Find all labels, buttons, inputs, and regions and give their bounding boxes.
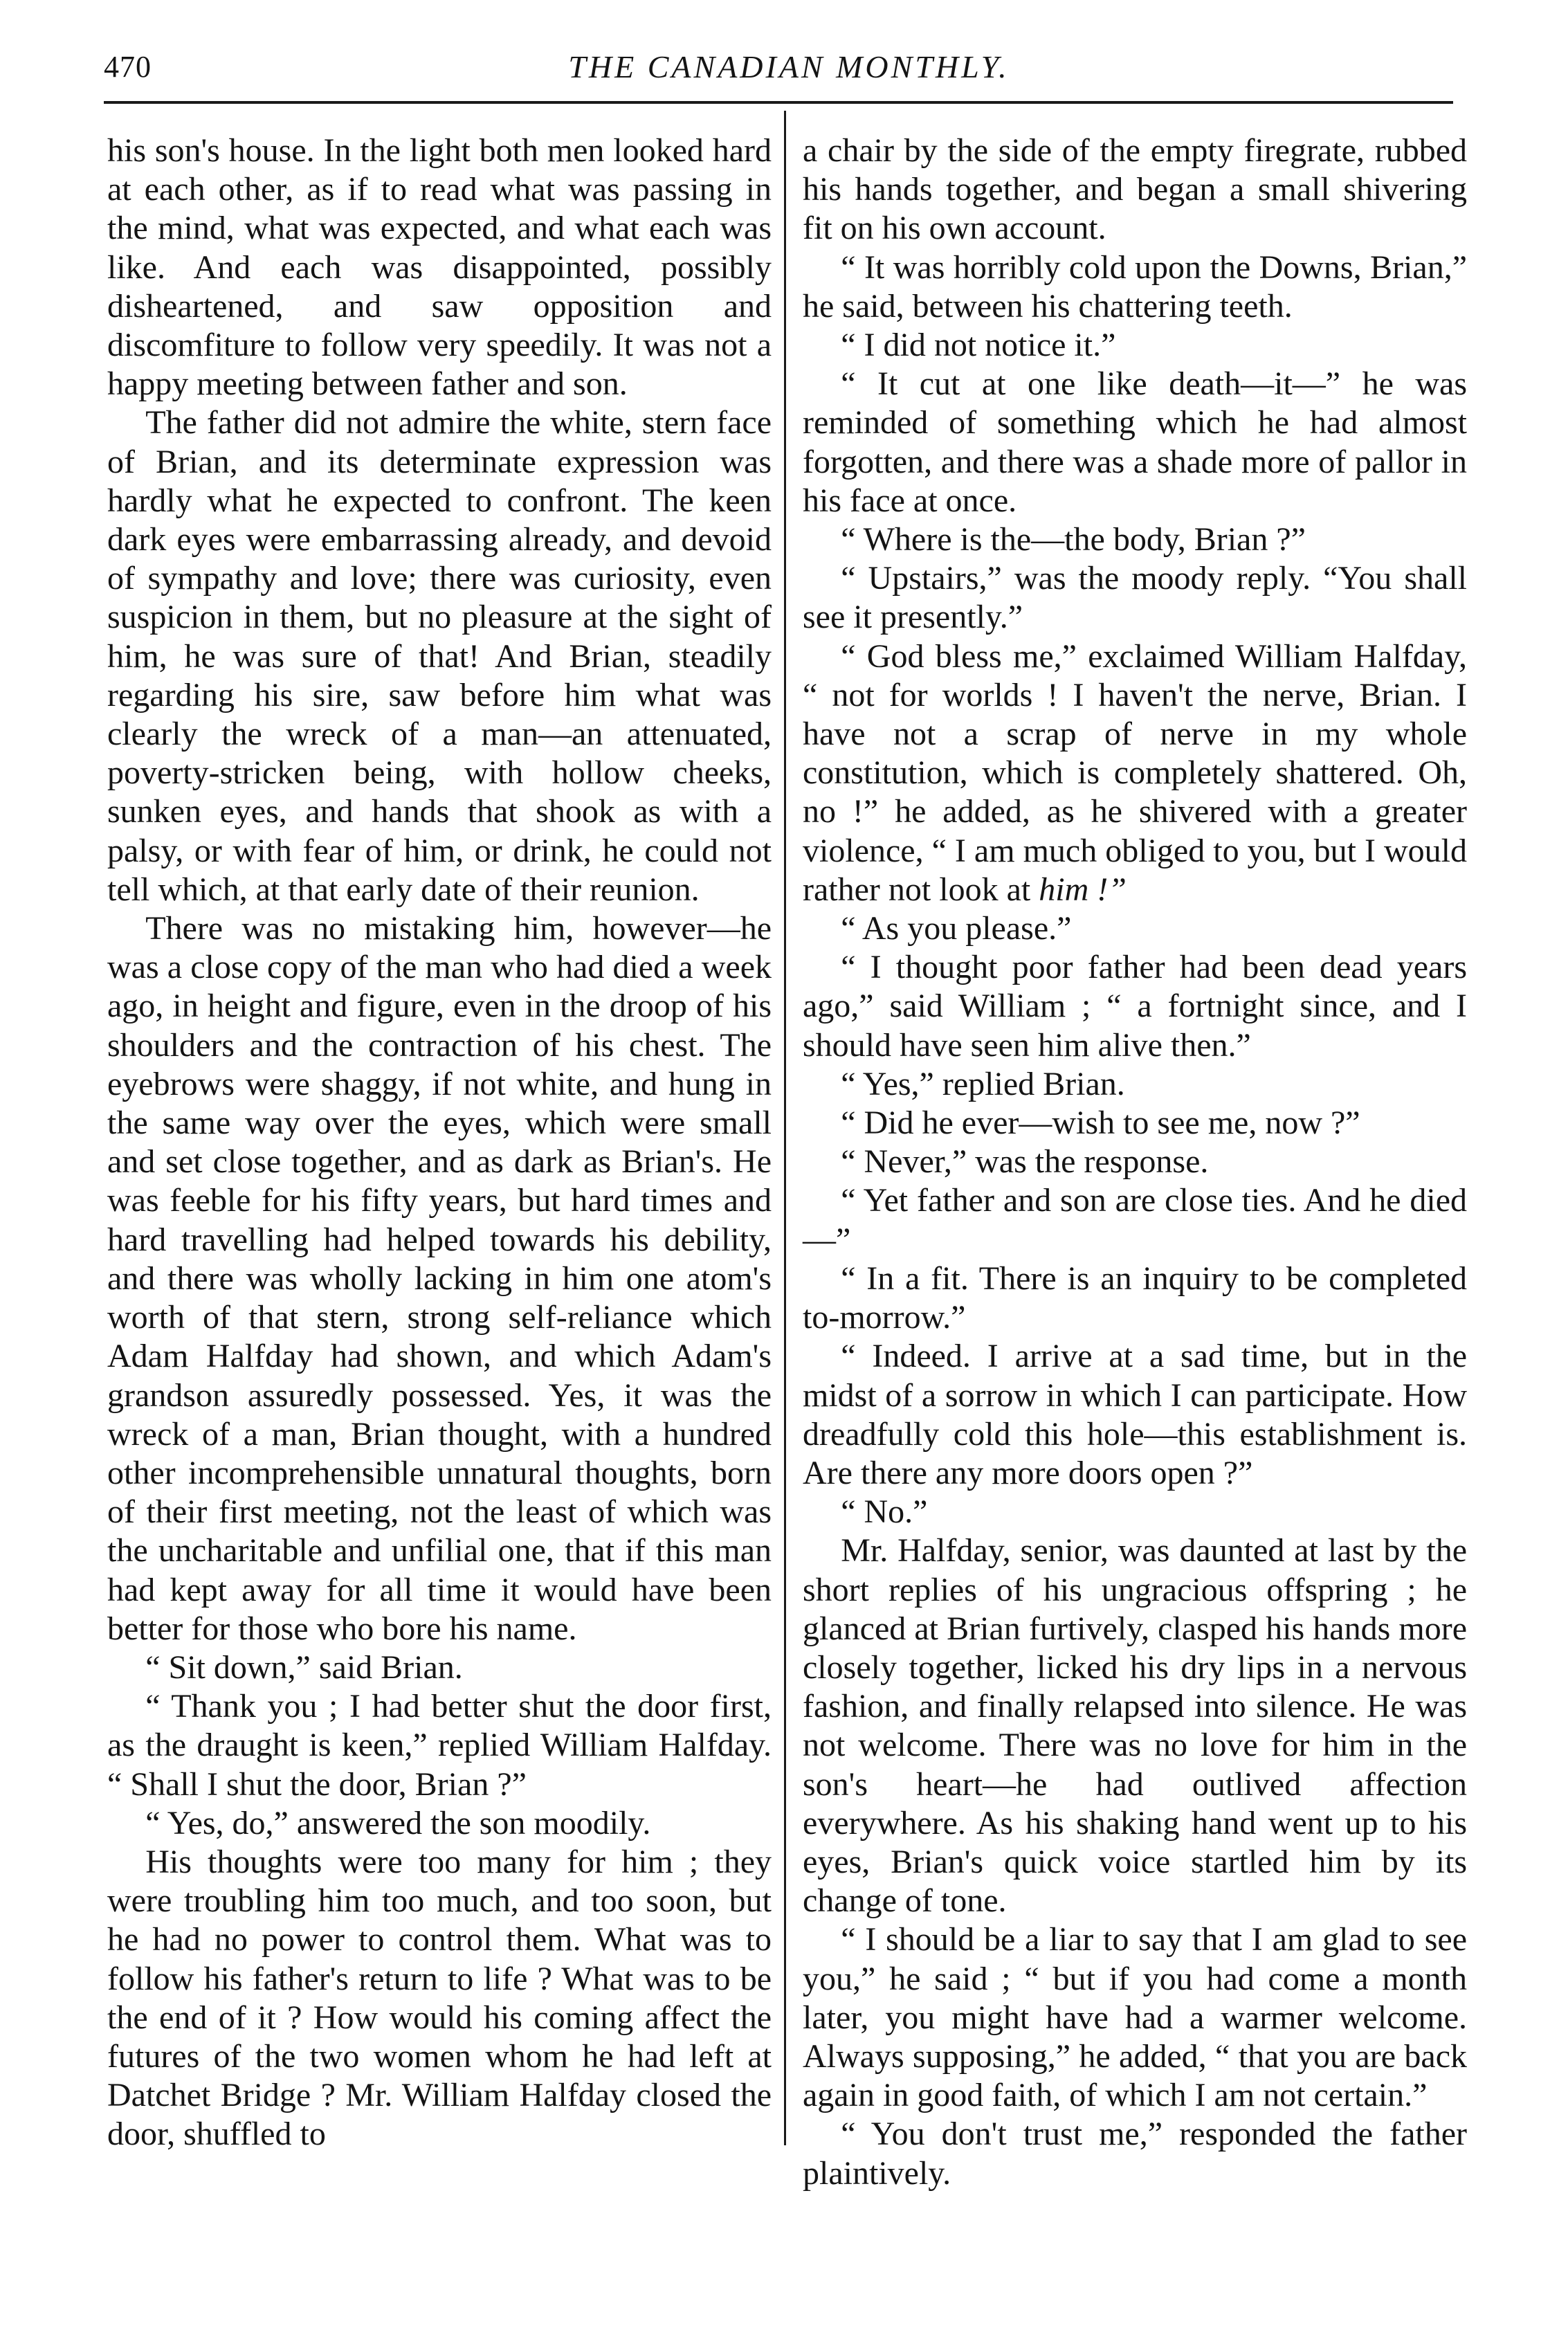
paragraph: “ It cut at one like death—it—” he was reminded of something which he had almost forgotten, and there was a shade more of pallor in his face at once. bbox=[803, 365, 1467, 519]
paragraph: “ In a fit. There is an inquiry to be completed to-morrow.” bbox=[803, 1260, 1467, 1336]
paragraph: Mr. Halfday, senior, was daunted at last by the short replies of his ungracious offspring ; he glanced at Brian furtively, clasped his hands more closely together, licked his dry lips in a nervous fashion, and finally relapsed into silence. He was not welcome. There was no love for him in the son's heart—he had outlived affection everywhere. As his shaking hand went up to his eyes, Brian's quick voice startled him by its change of tone. bbox=[803, 1532, 1467, 1920]
paragraph: “ Did he ever—wish to see me, now ?” bbox=[841, 1104, 1360, 1142]
paragraph: “ You don't trust me,” responded the father plaintively. bbox=[803, 2116, 1467, 2192]
paragraph: “ I did not notice it.” bbox=[841, 327, 1116, 364]
paragraph-text: “ God bless me,” exclaimed William Halfday, “ not for worlds ! I haven't the nerve, Brian. I have not a scrap of nerve in my whole constitution, which is completely shattered. Oh, no !” he added, as he shivered with a greater violence, “ I am much obliged to you, but I would rather not look at bbox=[803, 637, 1467, 908]
running-title: THE CANADIAN MONTHLY. bbox=[568, 49, 1010, 84]
paragraph: “ I thought poor father had been dead years ago,” said William ; “ a fortnight since, and I should have seen him alive then.” bbox=[803, 949, 1467, 1064]
paragraph: “ Indeed. I arrive at a sad time, but in the midst of a sorrow in which I can participate. How dreadfully cold this hole—this establishment is. Are there any more doors open ?” bbox=[803, 1338, 1467, 1491]
paragraph: “ Thank you ; I had better shut the door first, as the draught is keen,” replied William Halfday. “ Shall I shut the door, Brian ?” bbox=[107, 1688, 772, 1803]
paragraph: “ As you please.” bbox=[841, 910, 1072, 947]
paragraph: His thoughts were too many for him ; they were troubling him too much, and too soon, but he had no power to control them. What was to follow his father's return to life ? What was to be the end of it ? How would his coming affect the futures of the two women whom he had left at Datchet Bridge ? Mr. William Halfday closed the door, shuffled to bbox=[107, 1843, 772, 2153]
paragraph: “ Never,” was the response. bbox=[841, 1143, 1209, 1181]
paragraph: The father did not admire the white, stern face of Brian, and its determinate expression was hardly what he expected to confront. The keen dark eyes were embarrassing already, and devoid of sympathy and love; there was curiosity, even suspicion in them, but no pleasure at the sight of him, he was sure of that! And Brian, steadily regarding his sire, saw before him what was clearly the wreck of a man—an attenuated, poverty-stricken being, with hollow cheeks, sunken eyes, and hands that shook as with a palsy, or with fear of him, or drink, he could not tell which, at that early date of their reunion. bbox=[107, 404, 772, 908]
paragraph: “ Sit down,” said Brian. bbox=[145, 1648, 463, 1686]
paragraph: “ Yet father and son are close ties. And he died—” bbox=[803, 1182, 1467, 1258]
right-column bbox=[803, 131, 1467, 2193]
paragraph bbox=[803, 637, 1467, 909]
emphasis-text: him !” bbox=[1039, 871, 1127, 908]
paragraph: “ Yes, do,” answered the son moodily. bbox=[145, 1804, 651, 1842]
paragraph: There was no mistaking him, however—he was a close copy of the man who had died a week ago, in height and figure, even in the droop of his shoulders and the contraction of his chest. The eyebrows were shaggy, if not white, and hung in the same way over the eyes, which were small and set close together, and as dark as Brian's. He was feeble for his fifty years, but hard times and hard travelling had helped towards his debility, and there was wholly lacking in him one atom's worth of that stern, strong self-reliance which Adam Halfday had shown, and which Adam's grandson assuredly possessed. Yes, it was the wreck of a man, Brian thought, with a hundred other incomprehensible unnatural thoughts, born of their first meeting, not the least of which was the uncharitable and unfilial one, that if this man had kept away for all time it would have been better for those who bore his name. bbox=[107, 910, 772, 1647]
paragraph: “ No.” bbox=[841, 1493, 928, 1531]
paragraph: a chair by the side of the empty firegrate, rubbed his hands together, and began a small shivering fit on his own account. bbox=[803, 132, 1467, 247]
paragraph: “ Yes,” replied Brian. bbox=[841, 1065, 1125, 1102]
paragraph: his son's house. In the light both men looked hard at each other, as if to read what was passing in the mind, what was expected, and what each was like. And each was disappointed, possibly disheartened, and saw opposition and discomfiture to follow very speedily. It was not a happy meeting between father and son. bbox=[107, 132, 772, 403]
paragraph: “ Upstairs,” was the moody reply. “You shall see it presently.” bbox=[803, 560, 1467, 636]
header-rule bbox=[104, 101, 1453, 104]
paragraph: “ Where is the—the body, Brian ?” bbox=[841, 521, 1306, 558]
page-header bbox=[104, 36, 1453, 98]
paragraph: “ It was horribly cold upon the Downs, Brian,” he said, between his chattering teeth. bbox=[803, 248, 1467, 325]
column-divider bbox=[784, 111, 786, 2145]
page-number: 470 bbox=[104, 50, 152, 84]
paragraph: “ I should be a liar to say that I am glad to see you,” he said ; “ but if you had come a month later, you might have had a warmer welcome. Always supposing,” he added, “ that you are back again in good faith, of which I am not certain.” bbox=[803, 1921, 1467, 2114]
left-column bbox=[107, 131, 772, 2154]
